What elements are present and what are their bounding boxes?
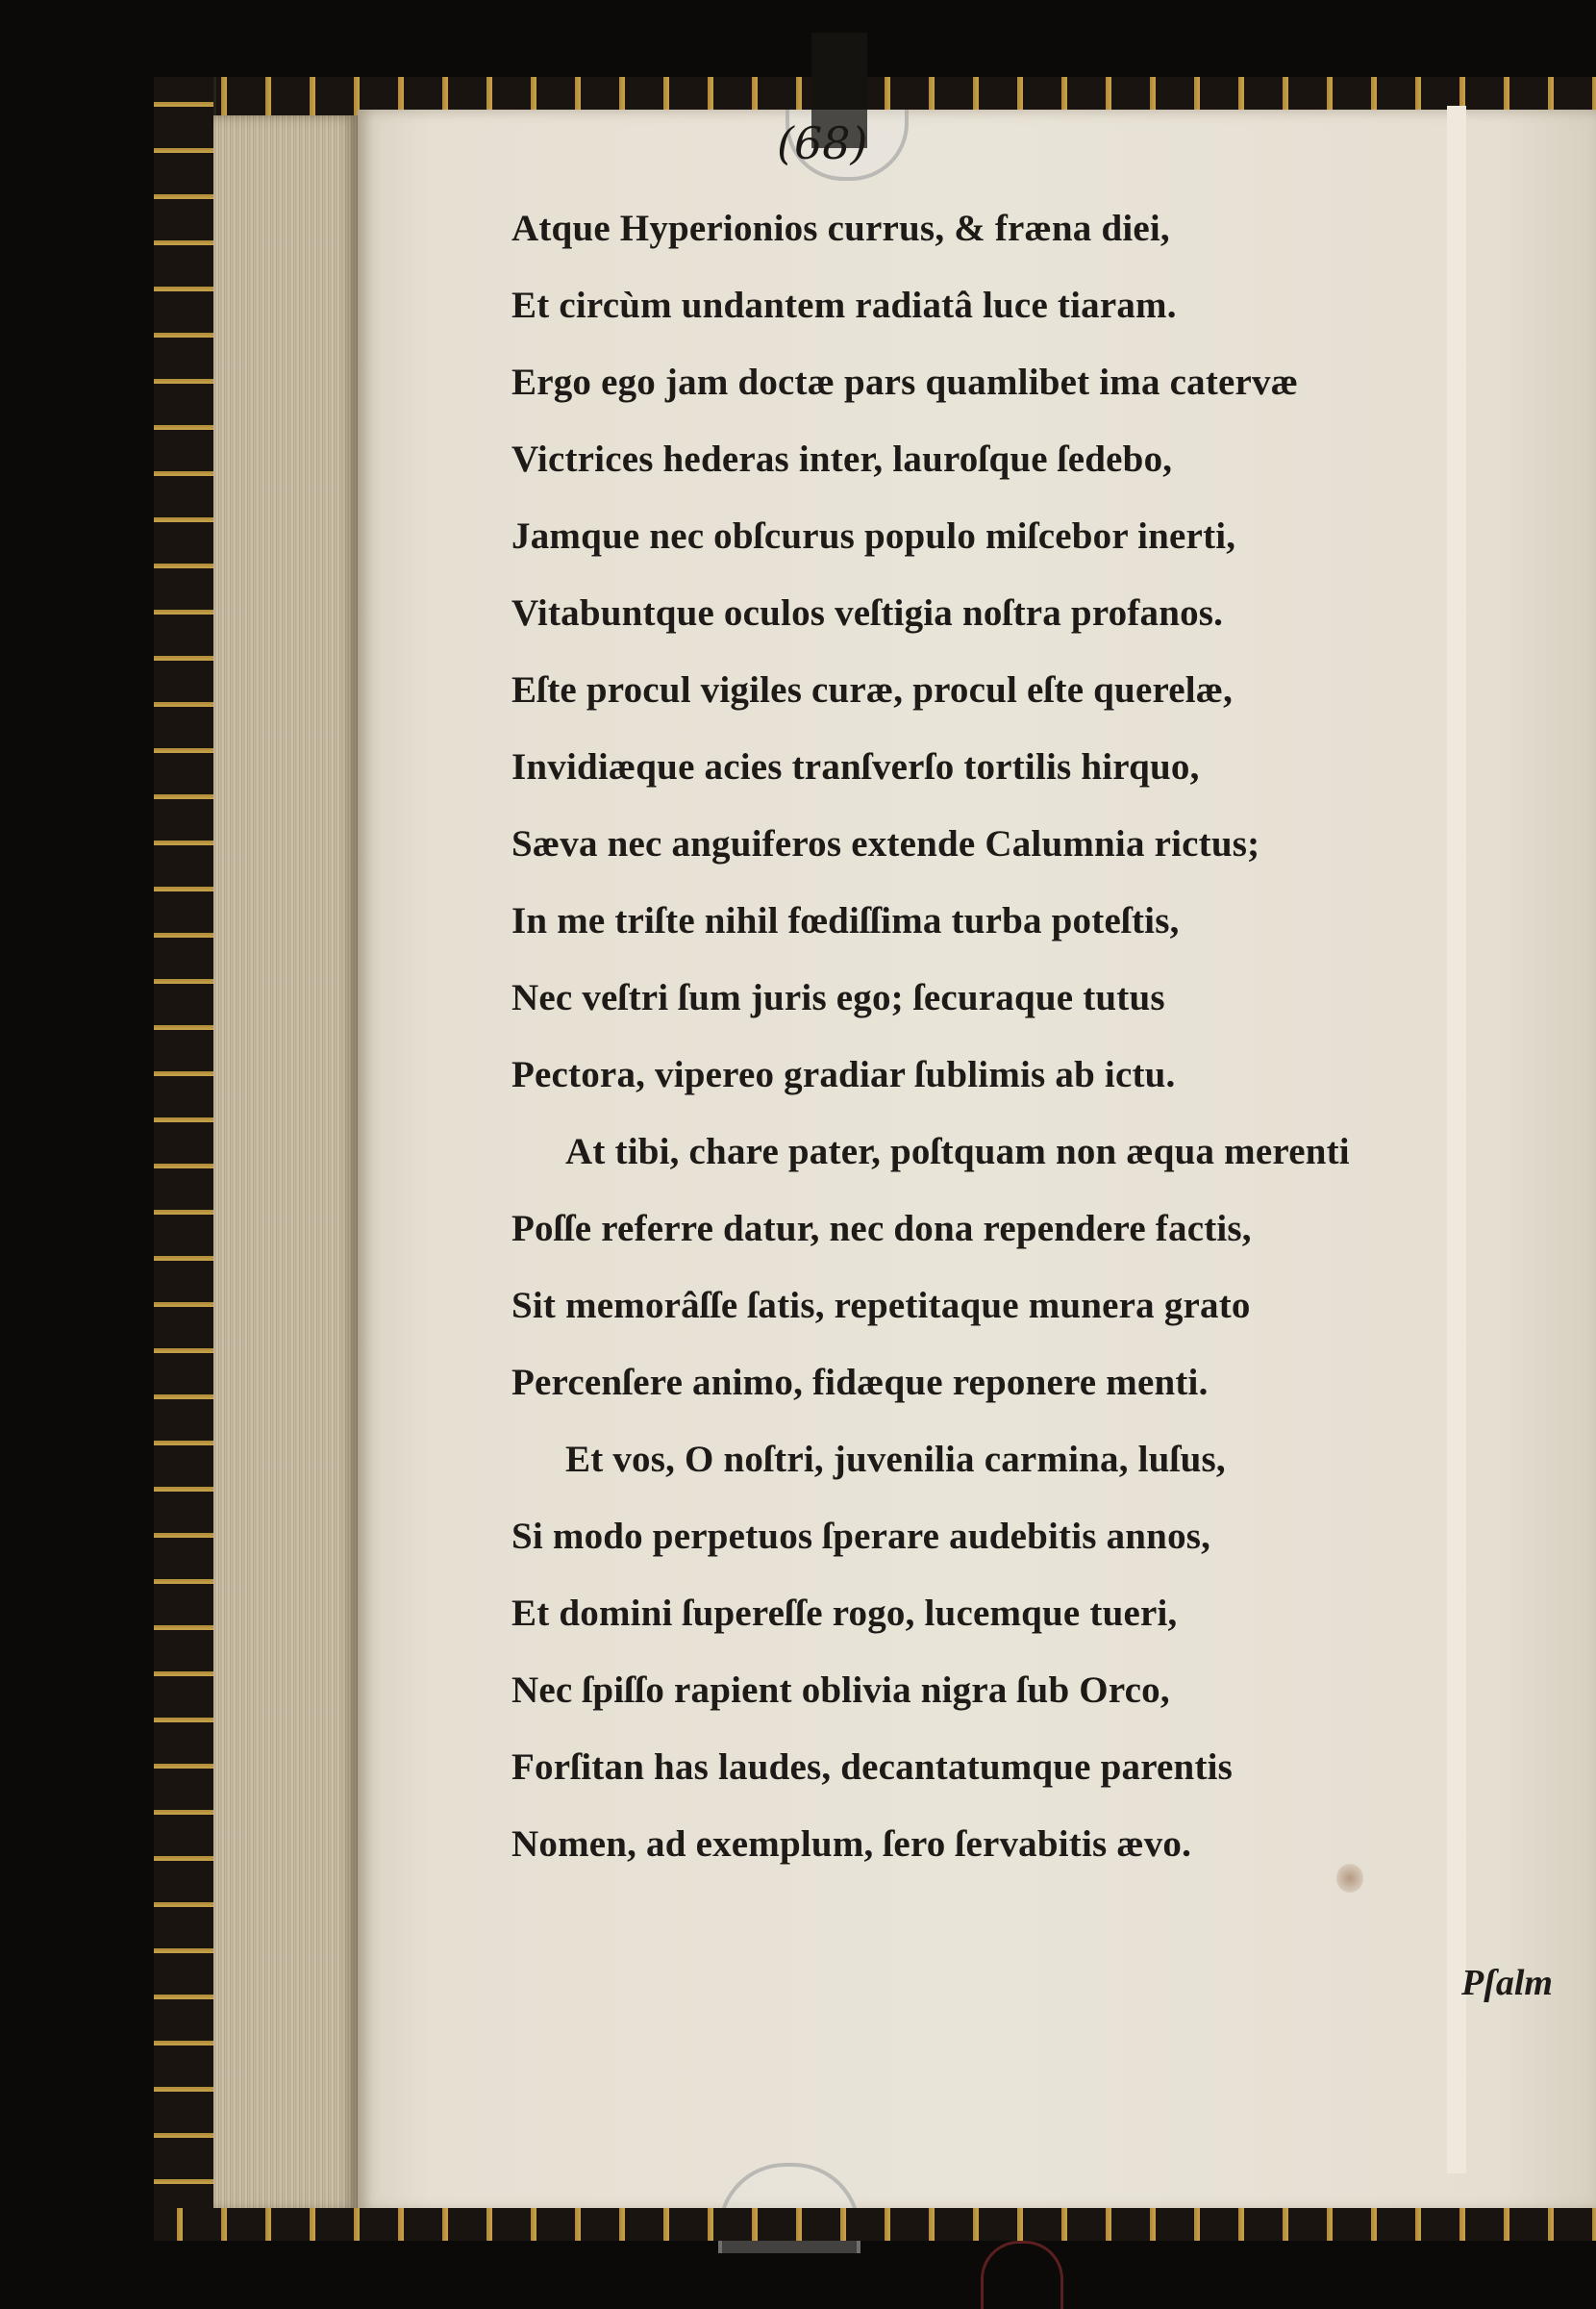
verse-line: Sit memorâſſe ſatis, repetitaque munera grato [511, 1285, 1251, 1326]
verse-line: Vitabuntque oculos veſtigia noſtra profanos. [511, 592, 1224, 634]
verse-line: Nec ſpiſſo rapient oblivia nigra ſub Orco, [511, 1669, 1170, 1711]
verse-line: Nomen, ad exemplum, ſero ſervabitis ævo. [511, 1823, 1192, 1865]
verse-line: Et circùm undantem radiatâ luce tiaram. [511, 285, 1177, 326]
verse-line: Ergo ego jam doctæ pars quamlibet ima catervæ [511, 362, 1299, 403]
verse-line: Invidiæque acies tranſverſo tortilis hirquo, [511, 746, 1200, 788]
binding-bottom-edge [154, 2208, 1596, 2241]
ink-stain [1336, 1864, 1363, 1893]
verse-line: Victrices hederas inter, lauroſque ſedebo, [511, 439, 1173, 480]
verse-line: Jamque nec obſcurus populo miſcebor inerti, [511, 515, 1236, 557]
verse-line: Eſte procul vigiles curæ, procul eſte querelæ, [511, 669, 1234, 711]
verse-line: Poſſe referre datur, nec dona rependere factis, [511, 1208, 1252, 1249]
verse-line: Sæva nec anguiferos extende Calumnia rictus; [511, 823, 1260, 865]
verse-line: Percenſere animo, fidæque reponere menti. [511, 1362, 1209, 1403]
verse-line: Et vos, O noſtri, juvenilia carmina, luſus, [565, 1439, 1226, 1480]
bookmark-ribbon [981, 2241, 1063, 2309]
verse-line: In me triſte nihil fœdiſſima turba poteſtis, [511, 900, 1180, 941]
page-block-edge [213, 115, 358, 2212]
verse-line: Et domini ſupereſſe rogo, lucemque tueri, [511, 1593, 1178, 1634]
binding-spine-edge [154, 77, 216, 2231]
verse-line: Atque Hyperionios currus, & fræna diei, [511, 208, 1170, 249]
verse-line: Nec veſtri ſum juris ego; ſecuraque tutus [511, 977, 1165, 1018]
page-number: (68) [777, 117, 868, 169]
catchword: Pſalm [1461, 1963, 1553, 2003]
verse-line: Forſitan has laudes, decantatumque parentis [511, 1746, 1234, 1788]
verse-line: Pectora, vipereo gradiar ſublimis ab ictu. [511, 1054, 1176, 1095]
verse-line: At tibi, chare pater, poſtquam non æqua merenti [565, 1131, 1350, 1172]
verse-text [511, 190, 1502, 1883]
verse-line: Si modo perpetuos ſperare audebitis annos, [511, 1516, 1211, 1557]
